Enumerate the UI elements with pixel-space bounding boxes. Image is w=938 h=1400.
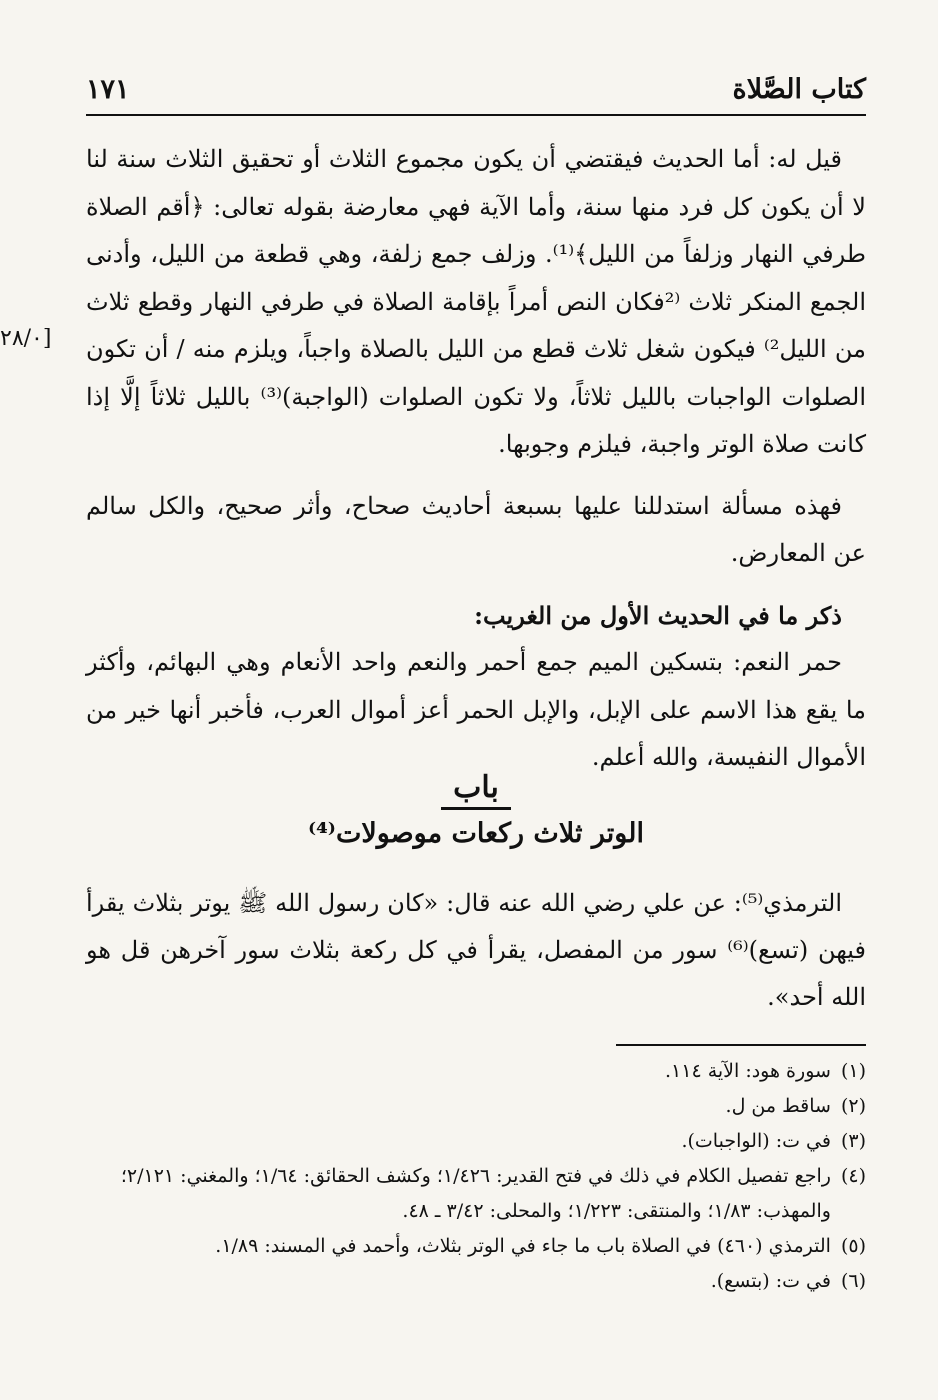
- footnote-item: [90, 1159, 866, 1229]
- chapter-title: الوتر ثلاث ركعات موصولات⁽⁴⁾: [308, 818, 644, 849]
- footnote-item: [90, 1229, 866, 1264]
- footnote-rule: [616, 1044, 866, 1046]
- footnote-item: [90, 1054, 866, 1089]
- footnote-text: في ت: (بتسع).: [710, 1270, 831, 1292]
- paragraph-gharib: حمر النعم: بتسكين الميم جمع أحمر والنعم واحد الأنعام وهي البهائم، وأكثر ما يقع هذا الاسم على الإبل، والإبل الحمر أعز أموال العرب، فأخبر أنها خير من الأموال النفيسة، والله أعلم.: [86, 648, 866, 771]
- footnote-text: ساقط من ل.: [725, 1095, 831, 1117]
- section-marker: [86, 770, 866, 810]
- margin-reference: [٢٨/٠: [0, 326, 52, 351]
- footnote-text: سورة هود: الآية ١١٤.: [664, 1060, 831, 1082]
- footnote-number: (٥): [840, 1235, 866, 1257]
- bab-word: باب: [441, 770, 511, 810]
- paragraph-tirmidhi: الترمذي⁽⁵⁾: عن علي رضي الله عنه قال: «كان رسول الله ﷺ يوتر بثلاث يقرأ فيهن (تسع)⁽⁶⁾ سور من المفصل، يقرأ في كل ركعة بثلاث سور آخرهن قل هو الله أحد».: [86, 889, 866, 1011]
- chapter-text: [86, 880, 866, 1021]
- paragraph-conclusion: فهذه مسألة استدللنا عليها بسبعة أحاديث صحاح، وأثر صحيح، والكل سالم عن المعارض.: [86, 491, 866, 567]
- footnote-number: (٦): [840, 1270, 866, 1292]
- paragraph-gap: [86, 469, 866, 483]
- footnote-number: (٢): [840, 1095, 866, 1117]
- page-header: [86, 72, 866, 112]
- footnote-text: راجع تفصيل الكلام في ذلك في فتح القدير: ١/٤٢٦؛ وكشف الحقائق: ١/٦٤؛ والمغني: ٢/١٢١؛ والمهذب: ١/٨٣؛ والمنتقى: ١/٢٢٣؛ والمحلى: ٣/٤٢ ـ ٤٨.: [120, 1165, 831, 1222]
- page-number: ١٧١: [86, 74, 130, 105]
- main-text: [86, 136, 866, 782]
- subheading-gharib: ذكر ما في الحديث الأول من الغريب:: [474, 600, 842, 630]
- footnote-text: الترمذي (٤٦٠) في الصلاة باب ما جاء في الوتر بثلاث، وأحمد في المسند: ١/٨٩.: [215, 1235, 831, 1257]
- footnote-item: [90, 1089, 866, 1124]
- footnote-text: في ت: (الواجبات).: [681, 1130, 831, 1152]
- header-rule: [86, 114, 866, 116]
- paragraph-answer: قيل له: أما الحديث فيقتضي أن يكون مجموع الثلاث أو تحقيق الثلاث سنة لنا لا أن يكون كل فرد منها سنة، وأما الآية فهي معارضة بقوله تعالى: ﴿أقم الصلاة طرفي النهار وزلفاً من الليل﴾⁽¹⁾. وزلف جمع زلفة، وهي قطعة من الليل، وأدنى الجمع المنكر ثلاث ⁽²فكان النص أمراً بإقامة الصلاة في طرفي النهار وقطع ثلاث من الليل²⁾ فيكون شغل ثلاث قطع من الليل بالصلاة واجباً، ويلزم منه / أن تكون الصلوات الواجبات بالليل ثلاثاً، ولا تكون الصلوات (الواجبة)⁽³⁾ بالليل ثلاثاً إلَّا إذا كانت صلاة الوتر واجبة، فيلزم وجوبها.: [86, 145, 867, 458]
- running-title: كتاب الصَّلاة: [732, 74, 866, 105]
- paragraph-gap: [86, 578, 866, 592]
- footnote-number: (٣): [840, 1130, 866, 1152]
- footnote-number: (٤): [840, 1165, 866, 1187]
- footnote-item: [90, 1264, 866, 1299]
- footnote-item: [90, 1124, 866, 1159]
- footnote-number: (١): [840, 1060, 866, 1082]
- footnotes: [90, 1054, 866, 1299]
